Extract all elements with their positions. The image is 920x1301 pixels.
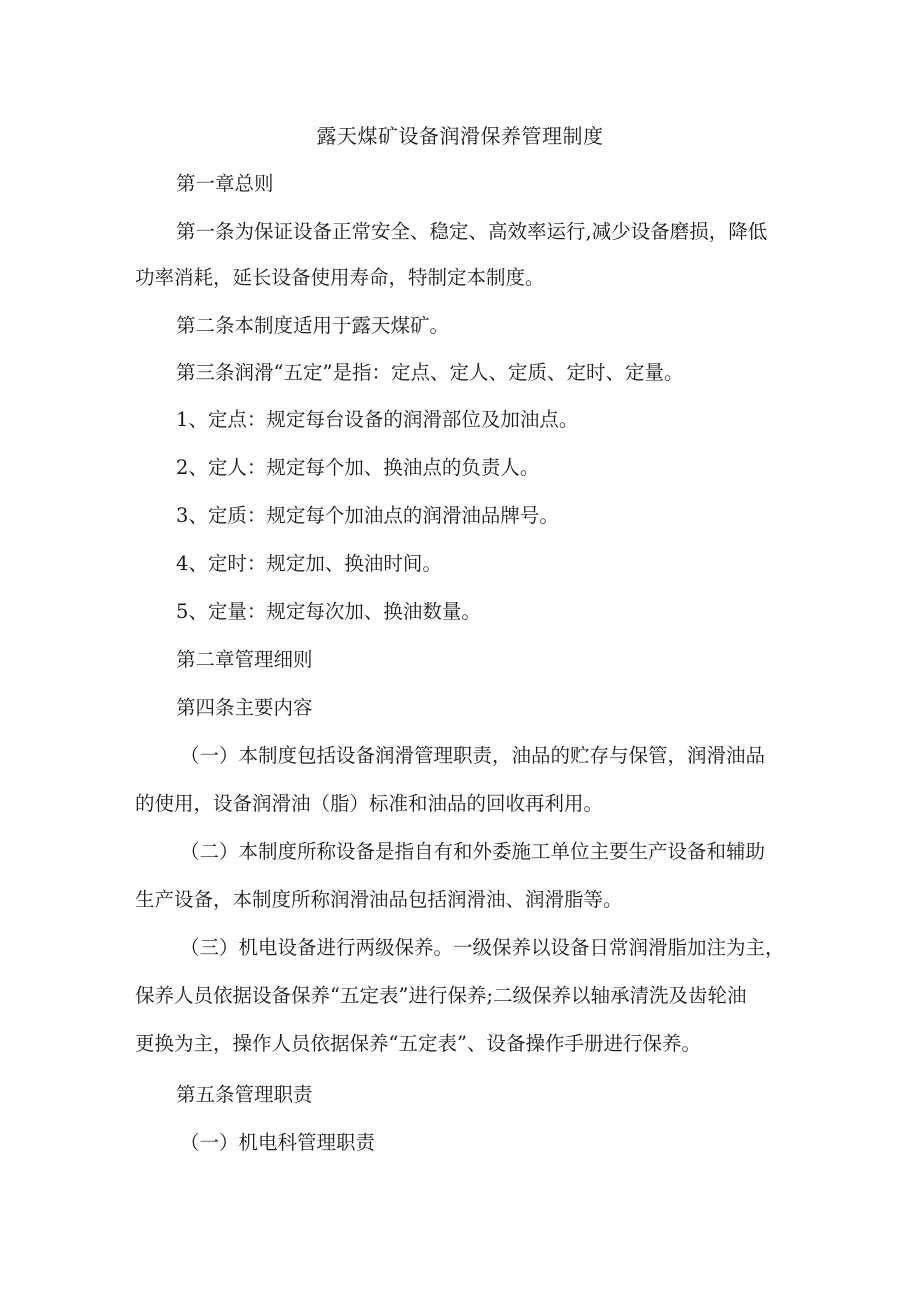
list-item-4: 4、定时：规定加、换油时间。 [176,552,442,575]
article-5: 第五条管理职责 [176,1083,313,1106]
article-3: 第三条润滑“五定”是指：定点、定人、定质、定时、定量。 [176,361,684,384]
article-1-line-1: 第一条为保证设备正常安全、稳定、高效率运行,减少设备磨损，降低 [176,220,768,243]
paragraph-2-line-2: 生产设备，本制度所称润滑油品包括润滑油、润滑脂等。 [135,888,623,911]
article-2: 第二条本制度适用于露天煤矿。 [176,314,450,337]
list-item-5: 5、定量：规定每次加、换油数量。 [176,600,481,623]
list-item-3: 3、定质：规定每个加油点的润滑油品牌号。 [176,504,559,527]
paragraph-1-line-2: 的使用，设备润滑油（脂）标准和油品的回收再利用。 [135,792,604,815]
article-4: 第四条主要内容 [176,696,313,719]
paragraph-3-line-1: （三）机电设备进行两级保养。一级保养以设备日常润滑脂加注为主， [180,936,785,959]
paragraph-5-1: （一）机电科管理职责 [180,1131,376,1154]
article-1-line-2: 功率消耗，延长设备使用寿命，特制定本制度。 [135,266,545,289]
list-item-1: 1、定点：规定每台设备的润滑部位及加油点。 [176,408,579,431]
list-item-2: 2、定人：规定每个加、换油点的负责人。 [176,456,540,479]
document-title: 露天煤矿设备润滑保养管理制度 [316,124,604,148]
chapter-heading-2: 第二章管理细则 [176,648,313,671]
paragraph-3-line-2: 保养人员依据设备保养“五定表”进行保养;二级保养以轴承清洗及齿轮油 [135,984,747,1007]
paragraph-1-line-1: （一）本制度包括设备润滑管理职责，油品的贮存与保管，润滑油品 [180,744,766,767]
chapter-heading-1: 第一章总则 [176,172,274,195]
paragraph-3-line-3: 更换为主，操作人员依据保养“五定表”、设备操作手册进行保养。 [135,1032,701,1055]
paragraph-2-line-1: （二）本制度所称设备是指自有和外委施工单位主要生产设备和辅助 [180,840,766,863]
